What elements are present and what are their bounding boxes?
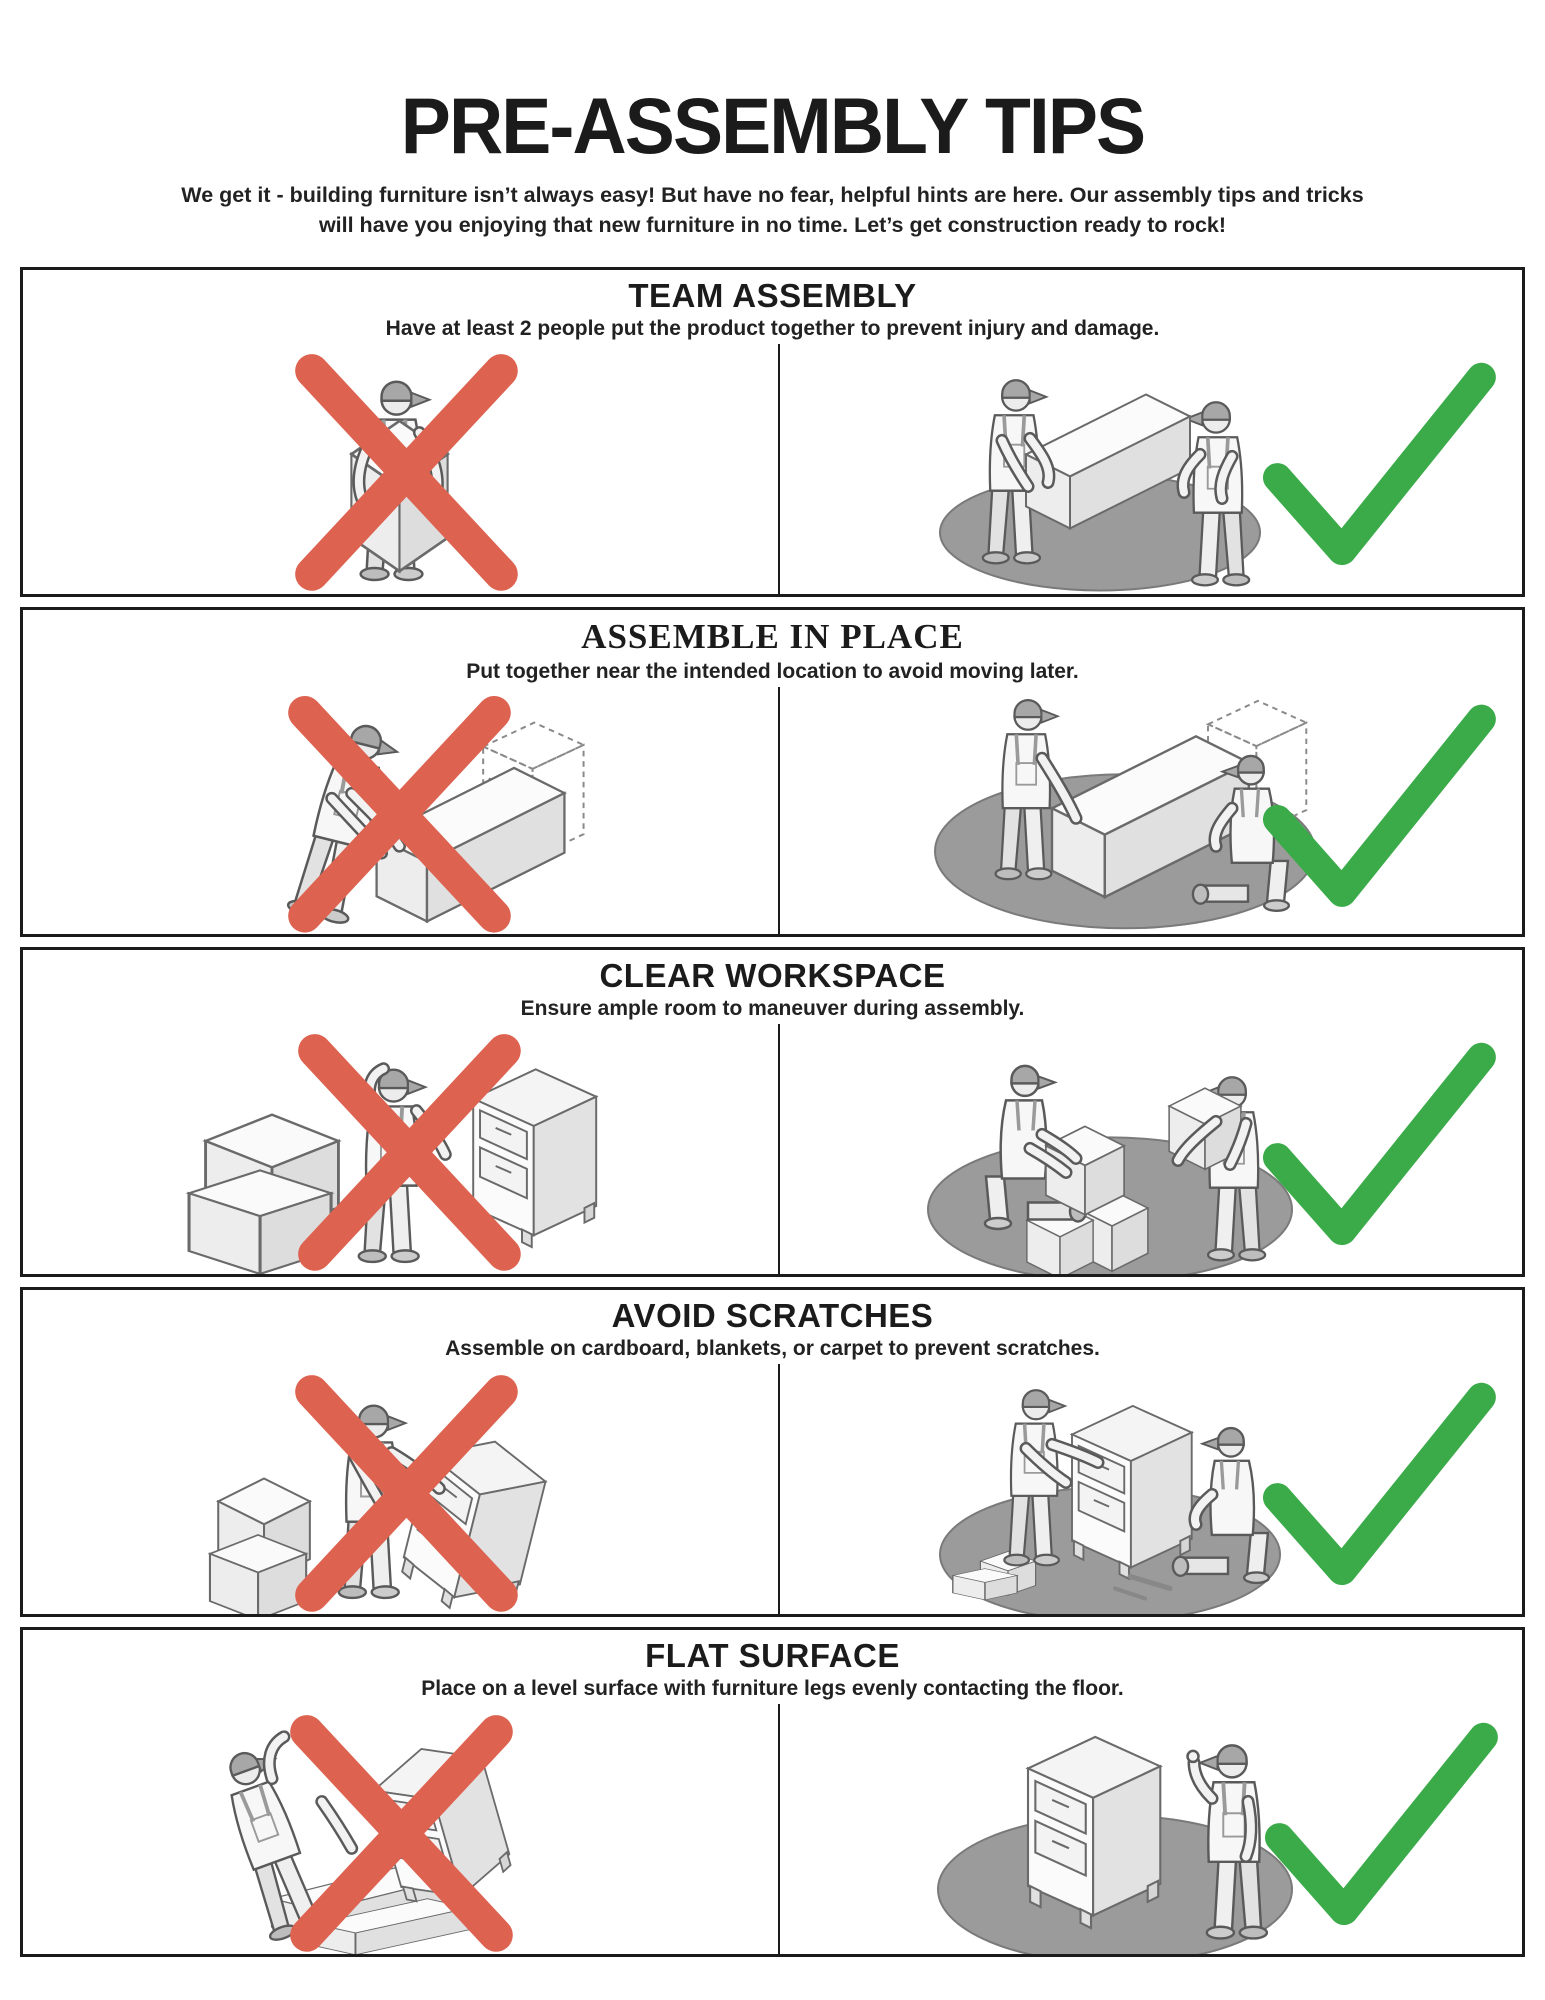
clear-workspace-right-panel [780, 1024, 1522, 1274]
section-clear-workspace [20, 947, 1525, 1277]
page-intro [0, 181, 1545, 240]
avoid-scratches-right-panel [780, 1364, 1522, 1614]
assemble-in-place-right-illustration [780, 687, 1522, 935]
section-flat-surface [20, 1627, 1525, 1957]
section-subtitle: Ensure ample room to maneuver during assembly. [520, 997, 1025, 1021]
flat-surface-right-illustration [780, 1704, 1522, 1954]
section-title: ASSEMBLE IN PLACE [581, 617, 964, 657]
thumbs-up-icon [1187, 1751, 1198, 1762]
section-subtitle: Place on a level surface with furniture legs evenly contacting the floor. [421, 1677, 1124, 1701]
assemble-in-place-wrong-illustration [23, 687, 778, 935]
flat-surface-wrong-illustration [23, 1704, 778, 1954]
clear-workspace-body [23, 1024, 1522, 1274]
assemble-in-place-wrong-panel [23, 687, 780, 935]
section-title: FLAT SURFACE [645, 1637, 900, 1675]
team-assembly-wrong-illustration [23, 344, 778, 594]
flat-surface-body [23, 1704, 1522, 1954]
clear-workspace-wrong-panel [23, 1024, 780, 1274]
avoid-scratches-body [23, 1364, 1522, 1614]
assemble-in-place-body [23, 687, 1522, 935]
team-assembly-body [23, 344, 1522, 594]
green-check-icon [1277, 1058, 1481, 1231]
team-assembly-wrong-panel [23, 344, 780, 594]
avoid-scratches-right-illustration [780, 1364, 1522, 1614]
flat-surface-right-panel [780, 1704, 1522, 1954]
section-assemble-in-place [20, 607, 1525, 937]
section-avoid-scratches [20, 1287, 1525, 1617]
section-subtitle: Put together near the intended location to avoid moving later. [466, 659, 1079, 683]
clear-workspace-wrong-illustration [23, 1024, 778, 1274]
green-check-icon [1277, 1398, 1481, 1571]
section-title: AVOID SCRATCHES [611, 1297, 934, 1335]
green-check-icon [1279, 1738, 1483, 1911]
avoid-scratches-wrong-illustration [23, 1364, 778, 1614]
avoid-scratches-wrong-panel [23, 1364, 780, 1614]
page-header [0, 0, 1545, 240]
team-assembly-right-illustration [780, 344, 1522, 594]
section-subtitle: Assemble on cardboard, blankets, or carpet to prevent scratches. [445, 1337, 1100, 1361]
clear-workspace-right-illustration [780, 1024, 1522, 1274]
assemble-in-place-right-panel [780, 687, 1522, 935]
page-intro-line1: We get it - building furniture isn’t always easy! But have no fear, helpful hints are here. Our assembly tips and tricks [181, 183, 1364, 207]
section-title: CLEAR WORKSPACE [599, 957, 946, 995]
section-title: TEAM ASSEMBLY [628, 277, 917, 315]
team-assembly-right-panel [780, 344, 1522, 594]
section-team-assembly [20, 267, 1525, 597]
page-title: PRE-ASSEMBLY TIPS [400, 81, 1145, 170]
green-check-icon [1277, 378, 1481, 551]
section-subtitle: Have at least 2 people put the product together to prevent injury and damage. [385, 317, 1160, 341]
page-intro-line2: will have you enjoying that new furniture in no time. Let’s get construction ready to rock! [318, 212, 1227, 237]
green-check-icon [1277, 719, 1481, 892]
flat-surface-wrong-panel [23, 1704, 780, 1954]
